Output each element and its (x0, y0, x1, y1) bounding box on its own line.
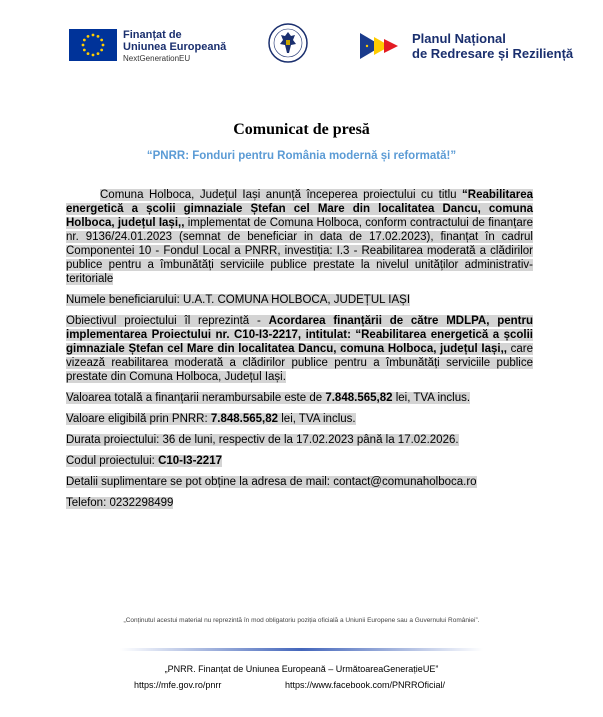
objective-text-3: care vizează reabilitarea moderată a clădirilor publice pentru a îmbunătăți serviciile publice prestate din Comuna Holboca, Județul Iași. (66, 343, 533, 383)
eu-flag-icon (69, 29, 117, 61)
beneficiary-text: Numele beneficiarului: U.A.T. COMUNA HOLBOCA, JUDEȚUL IAȘI (66, 294, 411, 306)
project-code-value: C10-I3-2217 (158, 455, 222, 467)
eu-star-icon (92, 54, 95, 57)
footer-tagline: „PNRR. Finanțat de Uniunea Europeană – UrmătoareaGenerațieUE” (164, 664, 439, 674)
page-title: Comunicat de presă (233, 121, 370, 138)
eu-logo-line3: NextGenerationEU (123, 54, 191, 63)
objective-text-1: Obiectivul proiectului îl reprezintă - (66, 315, 269, 327)
header-logos (0, 0, 603, 80)
eu-logo-line2: Uniunea Europeană (123, 41, 227, 53)
page-subtitle: “PNRR: Fonduri pentru România modernă și reformată!” (146, 150, 457, 162)
government-seal-icon (268, 23, 308, 63)
eu-logo-line1: Finanțat de (123, 29, 182, 41)
footer-divider (120, 648, 483, 651)
pnrr-logo-line2: de Redresare și Reziliență (412, 46, 574, 61)
footer-link-facebook[interactable]: https://www.facebook.com/PNRROficial/ (285, 680, 446, 690)
eligible-value-label: Valoare eligibilă prin PNRR: (66, 413, 211, 425)
project-code-paragraph (66, 454, 533, 468)
eu-star-icon (100, 39, 103, 42)
beneficiary-paragraph (66, 293, 533, 307)
press-release-body (66, 188, 533, 517)
project-title: “Reabilitarea energetică a școlii gimnaziale Ștefan cel Mare din localitatea Dancu, comuna Holboca, județul Iași,, (66, 189, 533, 229)
phone-paragraph (66, 496, 533, 510)
disclaimer: „Conținutul acestui material nu reprezintă în mod obligatoriu poziția oficială a Uniunii Europene sau a Guvernului României”. (123, 617, 480, 624)
eu-star-icon (100, 49, 103, 52)
eligible-value-suffix: lei, TVA inclus. (278, 413, 356, 425)
eligible-value-amount: 7.848.565,82 (210, 413, 279, 425)
total-value-suffix: lei, TVA inclus. (392, 392, 471, 404)
total-value-label: Valoarea totală a finanțarii nerambursabile este de (66, 392, 326, 404)
eu-logo-text (123, 29, 226, 65)
eu-star-icon (97, 52, 100, 55)
eu-star-icon (102, 44, 105, 47)
eu-star-icon (82, 44, 85, 47)
intro-paragraph (66, 188, 533, 286)
eu-star-icon (92, 34, 95, 37)
eu-star-icon (83, 49, 86, 52)
phone-text: Telefon: 0232298499 (66, 497, 174, 509)
contact-email-label: Detalii suplimentare se pot obține la adresa de mail: (66, 476, 334, 488)
total-value-paragraph (66, 391, 533, 405)
eu-star-icon (87, 35, 90, 38)
pnrr-logo-line1: Planul Național (412, 31, 506, 46)
objective-text-2: Acordarea finanțării de către MDLPA, pentru implementarea Proiectului nr. C10-I3-2217, intitulat: “Reabilitarea energetică a școlii gimnaziale Ștefan cel Mare din localitatea Dancu, comuna Holboca, județul Iași,, (66, 315, 534, 355)
eligible-value-paragraph (66, 412, 533, 426)
contact-email-link[interactable]: contact@comunaholboca.ro (333, 476, 477, 488)
eu-star-icon (83, 39, 86, 42)
total-value-amount: 7.848.565,82 (325, 392, 393, 404)
pnrr-logo-text (412, 31, 573, 61)
pnrr-logo-icon (360, 33, 404, 59)
contact-email-paragraph (66, 475, 533, 489)
duration-paragraph (66, 433, 533, 447)
footer-link-mfe[interactable]: https://mfe.gov.ro/pnrr (134, 680, 222, 690)
duration-text: Durata proiectului: 36 de luni, respectiv de la 17.02.2023 până la 17.02.2026. (66, 434, 459, 446)
eu-star-icon (97, 35, 100, 38)
intro-text-2: implementat de Comuna Holboca, conform contractului de finanțare nr. 9136/24.01.2023 (semnat de beneficiar in data de 17.02.2023), finanțat în cadrul Componentei 10 - Fondul Local a PNRR, investiția: I.3 - Reabilitarea moderată a clădirilor publice pentru a îmbunătăți serviciile publice prestate la nivelul unităților administrativ-teritoriale (66, 217, 533, 285)
eu-star-icon (87, 52, 90, 55)
objective-paragraph (66, 314, 533, 384)
project-code-label: Codul proiectului: (66, 455, 159, 467)
intro-text-1: Comuna Holboca, Județul Iași anunță începerea proiectului cu titlu (100, 189, 463, 201)
